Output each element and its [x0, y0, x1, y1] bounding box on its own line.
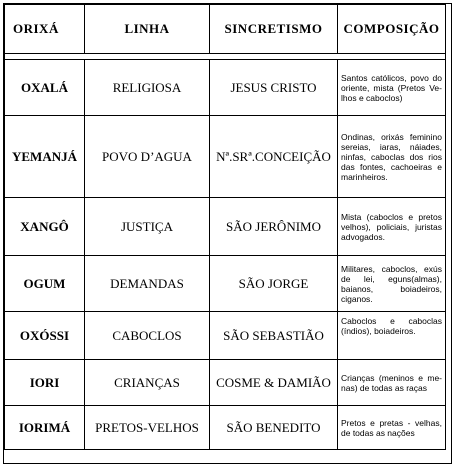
- table-row: [5, 256, 446, 312]
- cell-sincretismo: SÃO JORGE: [210, 256, 338, 312]
- cell-linha: JUSTIÇA: [85, 198, 210, 256]
- cell-orixa: IORIMÁ: [5, 406, 85, 450]
- cell-sincretismo: JESUS CRISTO: [210, 60, 338, 116]
- cell-orixa: YEMANJÁ: [5, 116, 85, 198]
- cell-composicao: Pretos e pretas - velhas, de todas as nações: [338, 406, 446, 450]
- header-linha: LINHA: [85, 5, 210, 54]
- cell-sincretismo: Nª.SRª.CONCEIÇÃO: [210, 116, 338, 198]
- table-row: [5, 198, 446, 256]
- cell-composicao: Crianças (meninos e me-nas) de todas as raças: [338, 360, 446, 406]
- cell-sincretismo: COSME & DAMIÃO: [210, 360, 338, 406]
- cell-composicao: Ondinas, orixás feminino sereias, iaras, náiades, ninfas, caboclas dos rios das fontes, cachoeiras e marinheiros.: [338, 116, 446, 198]
- cell-orixa: IORI: [5, 360, 85, 406]
- cell-linha: PRETOS-VELHOS: [85, 406, 210, 450]
- cell-linha: POVO D’AGUA: [85, 116, 210, 198]
- cell-orixa: OGUM: [5, 256, 85, 312]
- cell-composicao: Mista (caboclos e pretos velhos), policiais, juristas advogados.: [338, 198, 446, 256]
- cell-linha: CRIANÇAS: [85, 360, 210, 406]
- cell-orixa: XANGÔ: [5, 198, 85, 256]
- cell-sincretismo: SÃO JERÔNIMO: [210, 198, 338, 256]
- table-row: [5, 60, 446, 116]
- cell-composicao: Santos católicos, povo do oriente, mista (Pretos Ve-lhos e caboclos): [338, 60, 446, 116]
- cell-linha: DEMANDAS: [85, 256, 210, 312]
- table-row: [5, 312, 446, 360]
- cell-linha: RELIGIOSA: [85, 60, 210, 116]
- header-orixa: ORIXÁ: [5, 5, 85, 54]
- cell-sincretismo: SÃO BENEDITO: [210, 406, 338, 450]
- cell-orixa: OXÓSSI: [5, 312, 85, 360]
- cell-sincretismo: SÃO SEBASTIÃO: [210, 312, 338, 360]
- cell-composicao: Militares, caboclos, exús de lei, eguns(almas), baianos, boiadeiros, ciganos.: [338, 256, 446, 312]
- header-composicao: COMPOSIÇÃO: [338, 5, 446, 54]
- cell-composicao: Caboclos e caboclas (índios), boiadeiros.: [338, 312, 446, 360]
- cell-linha: CABOCLOS: [85, 312, 210, 360]
- cell-orixa: OXALÁ: [5, 60, 85, 116]
- header-row: [5, 5, 446, 54]
- header-sincretismo: SINCRETISMO: [210, 5, 338, 54]
- table-row: [5, 406, 446, 450]
- orixa-table: [4, 4, 446, 450]
- table-row: [5, 116, 446, 198]
- table-row: [5, 360, 446, 406]
